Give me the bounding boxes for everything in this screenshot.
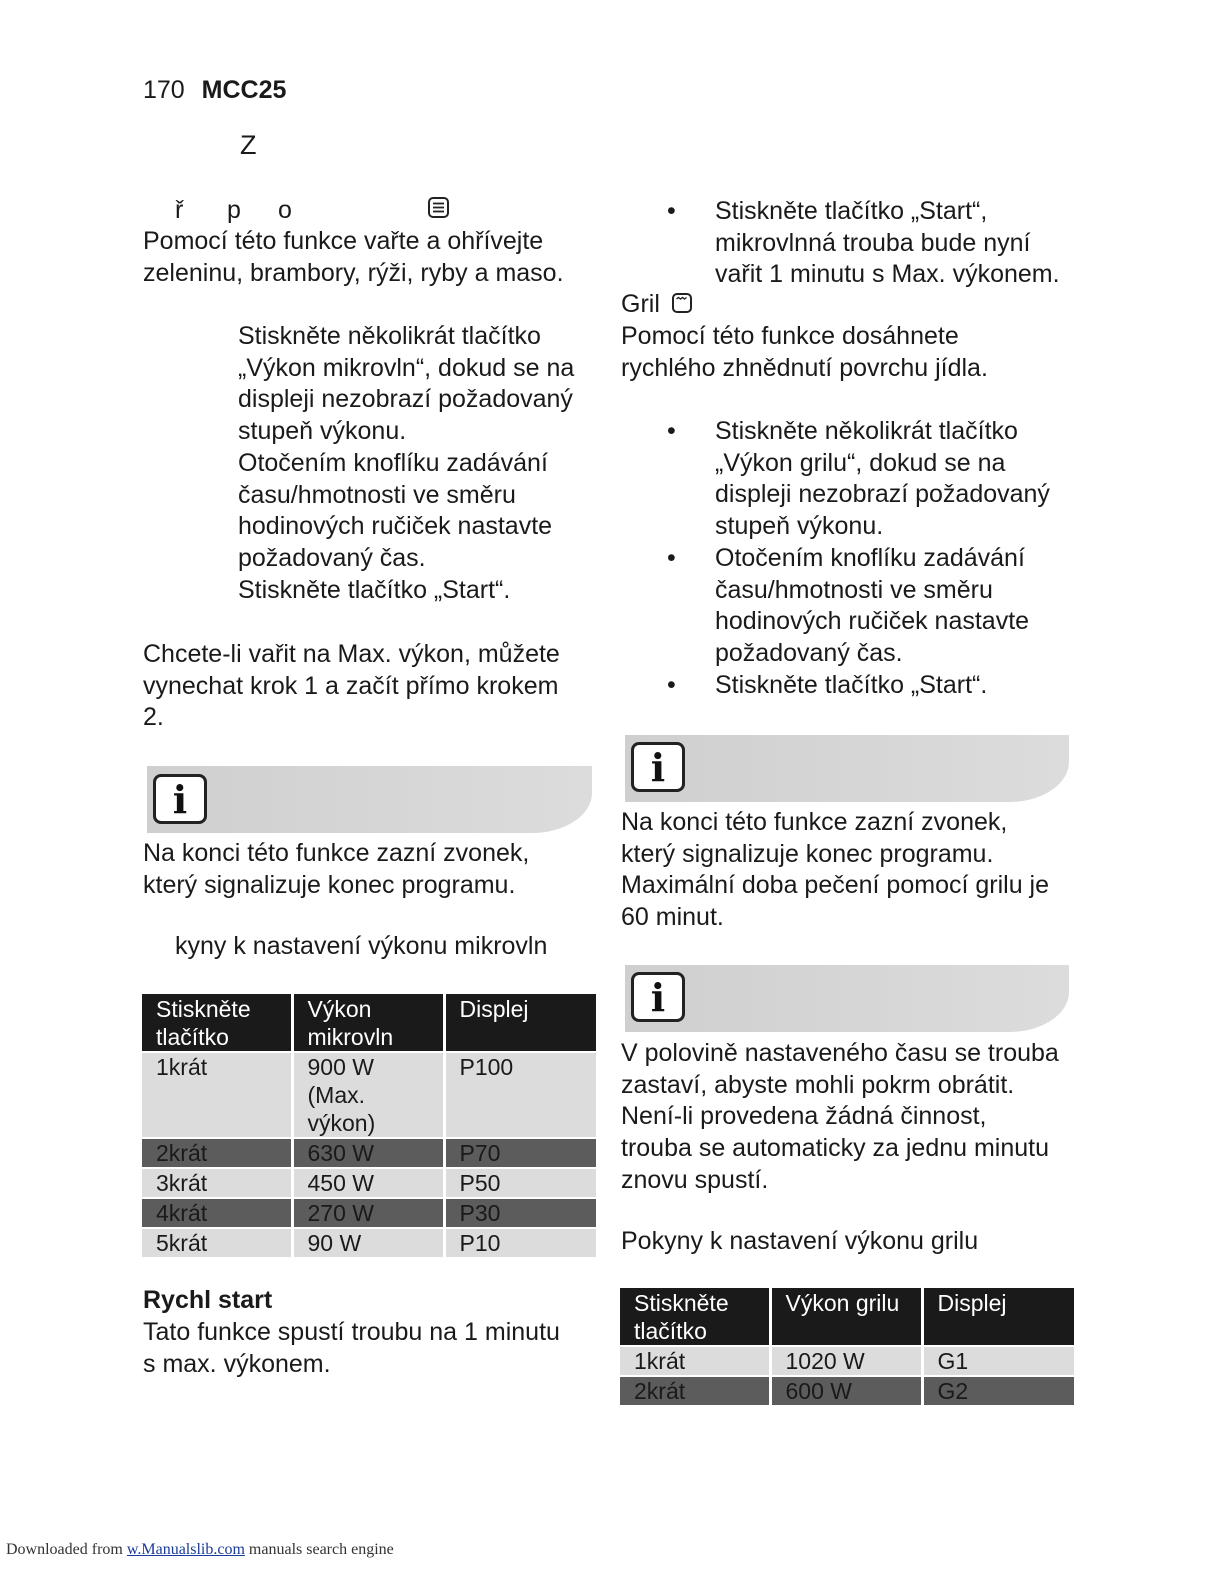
table-cell: 1krát [620, 1346, 770, 1376]
info-text: V polovině nastaveného času se trouba zastaví, abyste mohli pokrm obrátit. Není-li provedena žádná činnost, trouba se automaticky za jednu minutu znovu spustí. [621, 1039, 1059, 1194]
table-cell: P10 [444, 1228, 596, 1257]
column-header: Výkon grilu [770, 1288, 922, 1346]
info-text: Na konci této funkce zazní zvonek, který signalizuje konec programu. Maximální doba pečení pomocí grilu je 60 minut. [621, 808, 1050, 932]
start-bullet [621, 196, 1081, 291]
table-cell: 2krát [142, 1138, 292, 1168]
table-row [142, 1198, 596, 1228]
table-cell: G2 [922, 1376, 1074, 1405]
table-row [142, 1052, 596, 1138]
page-number: 170 [143, 76, 185, 104]
table-cell: 4krát [142, 1198, 292, 1228]
heading-fragment: ř [175, 196, 184, 224]
quick-start-text: Tato funkce spustí troubu na 1 minutu s max. výkonem. [143, 1318, 560, 1378]
table-row [142, 1138, 596, 1168]
list-item: • Stiskněte tlačítko „Start“, mikrovlnná trouba bude nyní vařit 1 minutu s Max. výkonem. [621, 196, 1081, 291]
download-footer [6, 1541, 394, 1559]
column-header: Stiskněte tlačítko [142, 994, 292, 1052]
table-row [142, 1228, 596, 1257]
table-cell: G1 [922, 1346, 1074, 1376]
table-cell: 900 W (Max. výkon) [292, 1052, 444, 1138]
table-row [620, 1376, 1074, 1405]
page-header [143, 76, 286, 105]
footer-suffix: manuals search engine [248, 1541, 394, 1558]
column-header: Displej [922, 1288, 1074, 1346]
table-row [620, 1346, 1074, 1376]
microwave-intro: Pomocí této funkce vařte a ohřívejte zeleninu, brambory, rýži, ryby a maso. [143, 227, 564, 287]
column-header: Displej [444, 994, 596, 1052]
table-cell: P50 [444, 1168, 596, 1198]
table-cell: 2krát [620, 1376, 770, 1405]
gril-steps [621, 416, 1081, 701]
info-text: Na konci této funkce zazní zvonek, který signalizuje konec programu. [143, 839, 530, 899]
manualslib-link[interactable]: w.Manualslib.com [126, 1541, 245, 1558]
microwave-steps: Stiskněte několikrát tlačítko „Výkon mikrovln“, dokud se na displeji nezobrazí požadovaný stupeň výkonu. Otočením knoflíku zadávání času/hmotnosti ve směru hodinových ručiček nastavte požadovaný čas. Stiskněte tlačítko „Start“. [238, 322, 575, 604]
table-header-row [620, 1288, 1074, 1346]
heading-fragment: p [227, 196, 241, 224]
quick-start-heading: Rychl start [143, 1286, 273, 1314]
table-title: kyny k nastavení výkonu mikrovln [175, 932, 548, 960]
footer-prefix: Downloaded from [6, 1541, 123, 1558]
table-cell: P100 [444, 1052, 596, 1138]
list-item: • Otočením knoflíku zadávání času/hmotnosti ve směru hodinových ručiček nastavte požadovaný čas. [621, 543, 1081, 670]
table-cell: 270 W [292, 1198, 444, 1228]
table-row [142, 1168, 596, 1198]
gril-intro: Pomocí této funkce dosáhnete rychlého zhnědnutí povrchu jídla. [621, 322, 988, 382]
column-header: Výkon mikrovln [292, 994, 444, 1052]
table-cell: P30 [444, 1198, 596, 1228]
table-cell: 1020 W [770, 1346, 922, 1376]
oven-icon [672, 293, 692, 313]
info-icon: i [631, 742, 685, 792]
table-cell: 1krát [142, 1052, 292, 1138]
info-banner [625, 735, 1069, 802]
table-cell: 90 W [292, 1228, 444, 1257]
list-icon [428, 197, 449, 218]
list-item: • Stiskněte tlačítko „Start“. [621, 670, 1081, 702]
table-cell: 3krát [142, 1168, 292, 1198]
column-header: Stiskněte tlačítko [620, 1288, 770, 1346]
info-banner [147, 766, 592, 833]
table-cell: 600 W [770, 1376, 922, 1405]
gril-heading: Gril [621, 290, 660, 318]
grill-power-table [620, 1288, 1074, 1405]
section-heading-letter: Z [240, 130, 257, 160]
table-cell: 5krát [142, 1228, 292, 1257]
info-icon: i [631, 972, 685, 1022]
heading-fragment: o [278, 196, 292, 224]
table-cell: 630 W [292, 1138, 444, 1168]
list-item: • Stiskněte několikrát tlačítko „Výkon grilu“, dokud se na displeji nezobrazí požadovaný stupeň výkonu. [621, 416, 1081, 543]
microwave-power-table [142, 994, 596, 1257]
info-icon: i [153, 774, 207, 824]
grill-table-title: Pokyny k nastavení výkonu grilu [621, 1227, 979, 1255]
table-cell: P70 [444, 1138, 596, 1168]
table-header-row [142, 994, 596, 1052]
model-name: MCC25 [201, 76, 287, 104]
max-power-note: Chcete-li vařit na Max. výkon, můžete vynechat krok 1 a začít přímo krokem 2. [143, 640, 560, 732]
info-banner [625, 965, 1069, 1032]
table-cell: 450 W [292, 1168, 444, 1198]
